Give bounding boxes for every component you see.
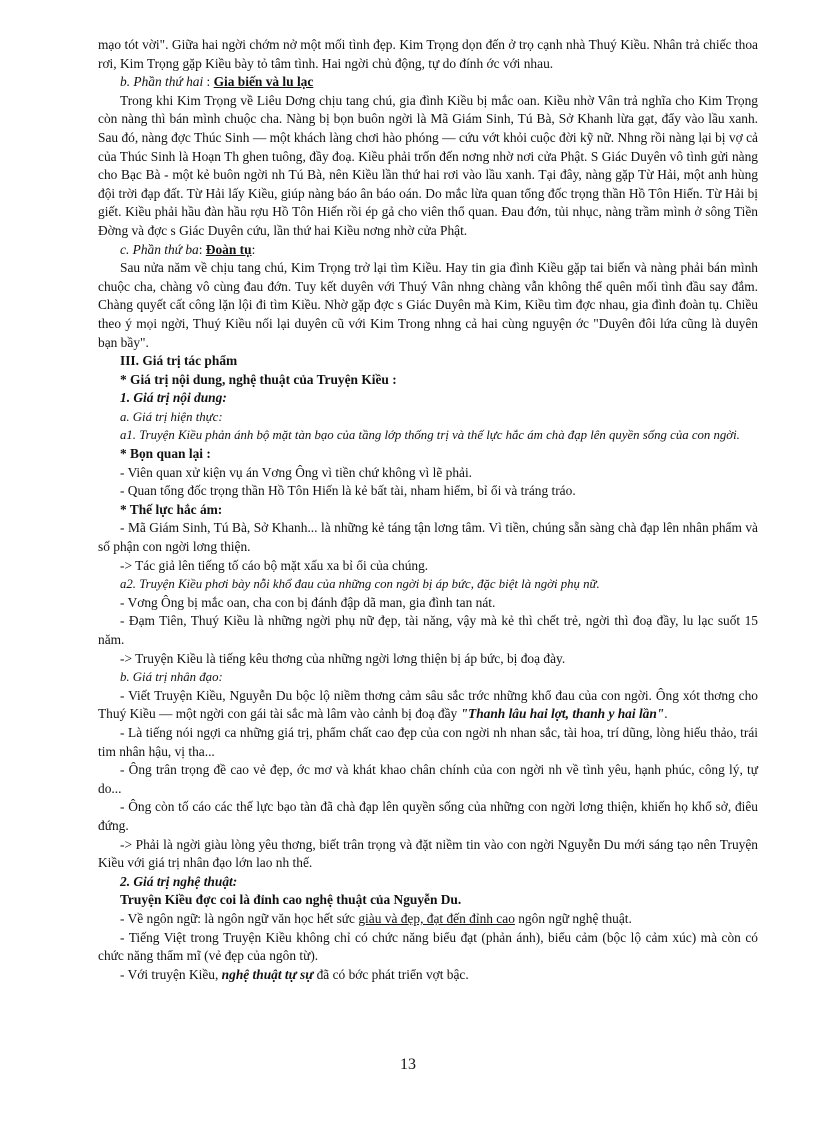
text-run: - Đạm Tiên, Thuý Kiều là những ngời phụ nữ đẹp, tài năng, vậy mà kẻ thì chết trẻ, ngời thì đoạ đầy, lu lạc suốt 15 năm. [98, 613, 758, 647]
text-run: Truyện Kiều đợc coi là đỉnh cao nghệ thuật của Nguyễn Du. [120, 892, 462, 908]
paragraph [98, 259, 758, 352]
paragraph [98, 464, 758, 483]
paragraph [98, 929, 758, 966]
paragraph [98, 668, 758, 687]
paragraph [98, 352, 758, 371]
paragraph [98, 241, 758, 260]
text-run: - Quan tổng đốc trọng thần Hồ Tôn Hiến là kẻ bất tài, nham hiểm, bỉ ổi và tráng tráo. [120, 483, 576, 499]
text-run: : [251, 241, 256, 257]
text-run: -> Truyện Kiều là tiếng kêu thơng của những ngời lơng thiện bị áp bức, bị đoạ đày. [120, 650, 566, 666]
text-run: - Tiếng Việt trong Truyện Kiều không chỉ có chức năng biểu đạt (phản ánh), biểu cảm (bộc lộ cảm xúc) mà còn có chức năng thẩm mĩ (vẻ đẹp của ngôn từ). [98, 929, 758, 964]
paragraph [98, 482, 758, 501]
paragraph [98, 575, 758, 594]
text-run: -> Phải là ngời giàu lòng yêu thơng, biết trân trọng và đặt niềm tin vào con ngời Nguyễn Du mới sáng tạo nên Truyện Kiều với giá trị nhân đạo lớn lao nh thế. [98, 836, 758, 871]
text-run: . [664, 706, 668, 722]
paragraph [98, 910, 758, 929]
paragraph [98, 371, 758, 390]
text-run: a. Giá trị hiện thực: [120, 409, 223, 424]
text-run: a1. Truyện Kiều phản ánh bộ mặt tàn bạo của tầng lớp thống trị và thế lực hắc ám chà đạp lên quyền sống của con ngời. [120, 428, 740, 443]
text-run: * Bọn quan lại : [120, 446, 211, 462]
text-run: * Thế lực hắc ám: [120, 501, 223, 517]
paragraph [98, 519, 758, 556]
text-run: - Ông còn tố cáo các thế lực bạo tàn đã chà đạp lên quyền sống của những con ngời lơng thiện, khiến họ khổ sở, điêu đứng. [98, 799, 758, 833]
text-run: b. Phần thứ hai [120, 74, 204, 90]
paragraph [98, 798, 758, 835]
paragraph [98, 873, 758, 892]
page-number: 13 [400, 1056, 416, 1073]
paragraph [98, 426, 758, 445]
paragraph [98, 612, 758, 649]
paragraph [98, 761, 758, 798]
text-run: b. Giá trị nhân đạo: [120, 670, 223, 685]
text-run: - Mã Giám Sinh, Tú Bà, Sở Khanh... là những kẻ táng tận lơng tâm. Vì tiền, chúng sẵn sàng chà đạp lên nhân phẩm và số phận con ngời lơng thiện. [98, 520, 758, 555]
paragraph [98, 966, 758, 985]
text-run: - Là tiếng nói ngợi ca những giá trị, phẩm chất cao đẹp của con ngời nh nhan sắc, tài hoa, trí dũng, lòng hiếu thảo, trái tim nhân hậu, vị tha... [98, 724, 758, 759]
text-run: a2. Truyện Kiều phơi bày nỗi khổ đau của những con ngời bị áp bức, đặc biệt là ngời phụ nữ. [120, 577, 600, 592]
text-run: : [203, 74, 214, 90]
paragraph [98, 687, 758, 724]
paragraph [98, 836, 758, 873]
text-run: -> Tác giả lên tiếng tố cáo bộ mặt xấu xa bỉ ổi của chúng. [120, 557, 429, 573]
text-run: Gia biến và lu lạc [213, 74, 314, 90]
text-run: 1. Giá trị nội dung: [120, 390, 227, 406]
text-run: giàu và đẹp, đạt đến đỉnh cao [358, 910, 515, 926]
text-run: - Với truyện Kiều, [120, 966, 222, 982]
text-run: đã có bớc phát triển vợt bậc. [313, 966, 469, 982]
text-run: - Viết Truyện Kiều, Nguyễn Du bộc lộ niềm thơng cảm sâu sắc trớc những khổ đau của con ngời. Ông xót thơng cho Thuý Kiều — một ngời con gái tài sắc mà lâm vào cảnh bị đoạ đầy [98, 687, 758, 722]
paragraph [98, 92, 758, 241]
text-run: - Vơng Ông bị mắc oan, cha con bị đánh đập dã man, gia đình tan nát. [120, 594, 496, 610]
text-run: Đoàn tụ [205, 241, 252, 257]
paragraph [98, 724, 758, 761]
document-body [98, 36, 758, 984]
text-run: nghệ thuật tự sự [221, 966, 314, 982]
text-run: III. Giá trị tác phẩm [120, 353, 238, 369]
paragraph [98, 650, 758, 669]
paragraph [98, 408, 758, 427]
text-run: ngôn ngữ nghệ thuật. [514, 910, 632, 926]
text-run: - Về ngôn ngữ: là ngôn ngữ văn học hết sức [120, 910, 359, 926]
text-run: "Thanh lâu hai lợt, thanh y hai lần" [460, 706, 665, 722]
text-run: Trong khi Kim Trọng về Liêu Dơng chịu tang chú, gia đình Kiều bị mắc oan. Kiều nhờ Vân trả nghĩa cho Kim Trọng còn nàng thì bán mình chuộc cha. Nàng bị bọn buôn ngời là Mã Giám Sinh, Tú Bà, Sở Khanh lừa gạt, đẩy vào lầu xanh. Sau đó, nàng đợc Thúc Sinh — một khách làng chơi hào phóng — cứu vớt khỏi cuộc đời kỹ nữ. Nhng rồi nàng lại bị vợ cả của Thúc Sinh là Hoạn Th ghen tuông, đầy đoạ. Kiều phải trốn đến nơng nhờ nơi cửa Phật. S Giác Duyên vô tình gửi nàng cho Bạc Bà - một kẻ buôn ngời nh Tú Bà, nên Kiều lần thứ hai rơi vào lầu xanh. Tại đây, nàng gặp Từ Hải, một anh hùng đội trời đạp đất. Từ Hải lấy Kiều, giúp nàng báo ân báo oán. Do mắc lừa quan tổng đốc trọng thần Hồ Tôn Hiến. Từ Hải bị giết. Kiều phải hầu đàn hầu rợu Hồ Tôn Hiến rồi ép gả cho viên thổ quan. Đau đớn, tủi nhục, nàng trầm mình ở sông Tiền Đờng và đợc s Giác Duyên cứu, lần thứ hai Kiều nơng nhờ cửa Phật. [98, 92, 758, 238]
paragraph [98, 891, 758, 910]
text-run: Sau nửa năm về chịu tang chú, Kim Trọng trở lại tìm Kiều. Hay tin gia đình Kiều gặp tai biến và nàng phải bán mình chuộc cha, chàng vô cùng đau đớn. Tuy kết duyên với Thuý Vân nhng chàng vẫn không thể quên mối tình đầu say đắm. Chàng quyết cất công lặn lội đi tìm Kiều. Nhờ gặp đợc s Giác Duyên mà Kim, Kiều tìm đợc nhau, gia đình đoàn tụ. Chiều theo ý mọi ngời, Thuý Kiều nối lại duyên cũ với Kim Trong nhng cả hai cùng nguyện ớc "Duyên đôi lứa cũng là duyên bạn bầy". [98, 260, 758, 350]
paragraph [98, 36, 758, 73]
text-run: - Ông trân trọng đề cao vẻ đẹp, ớc mơ và khát khao chân chính của con ngời nh về tình yêu, hạnh phúc, công lý, tự do... [98, 762, 758, 796]
text-run: c. Phần thứ ba [120, 241, 199, 257]
text-run: - Viên quan xử kiện vụ án Vơng Ông vì tiền chứ không vì lẽ phải. [120, 464, 473, 480]
paragraph [98, 445, 758, 464]
paragraph [98, 557, 758, 576]
text-run: * Giá trị nội dung, nghệ thuật của Truyện Kiều : [120, 371, 397, 387]
text-run: 2. Giá trị nghệ thuật: [120, 873, 238, 889]
paragraph [98, 73, 758, 92]
paragraph [98, 594, 758, 613]
paragraph [98, 501, 758, 520]
text-run: : [198, 241, 206, 257]
text-run: mạo tót vời". Giữa hai ngời chớm nở một mối tình đẹp. Kim Trọng dọn đến ở trọ cạnh nhà Thuý Kiều. Nhân trả chiếc thoa rơi, Kim Trọng gặp Kiều bày tỏ tâm tình. Hai ngời chủ động, tự do đính ớc với nhau. [98, 37, 758, 71]
paragraph [98, 389, 758, 408]
